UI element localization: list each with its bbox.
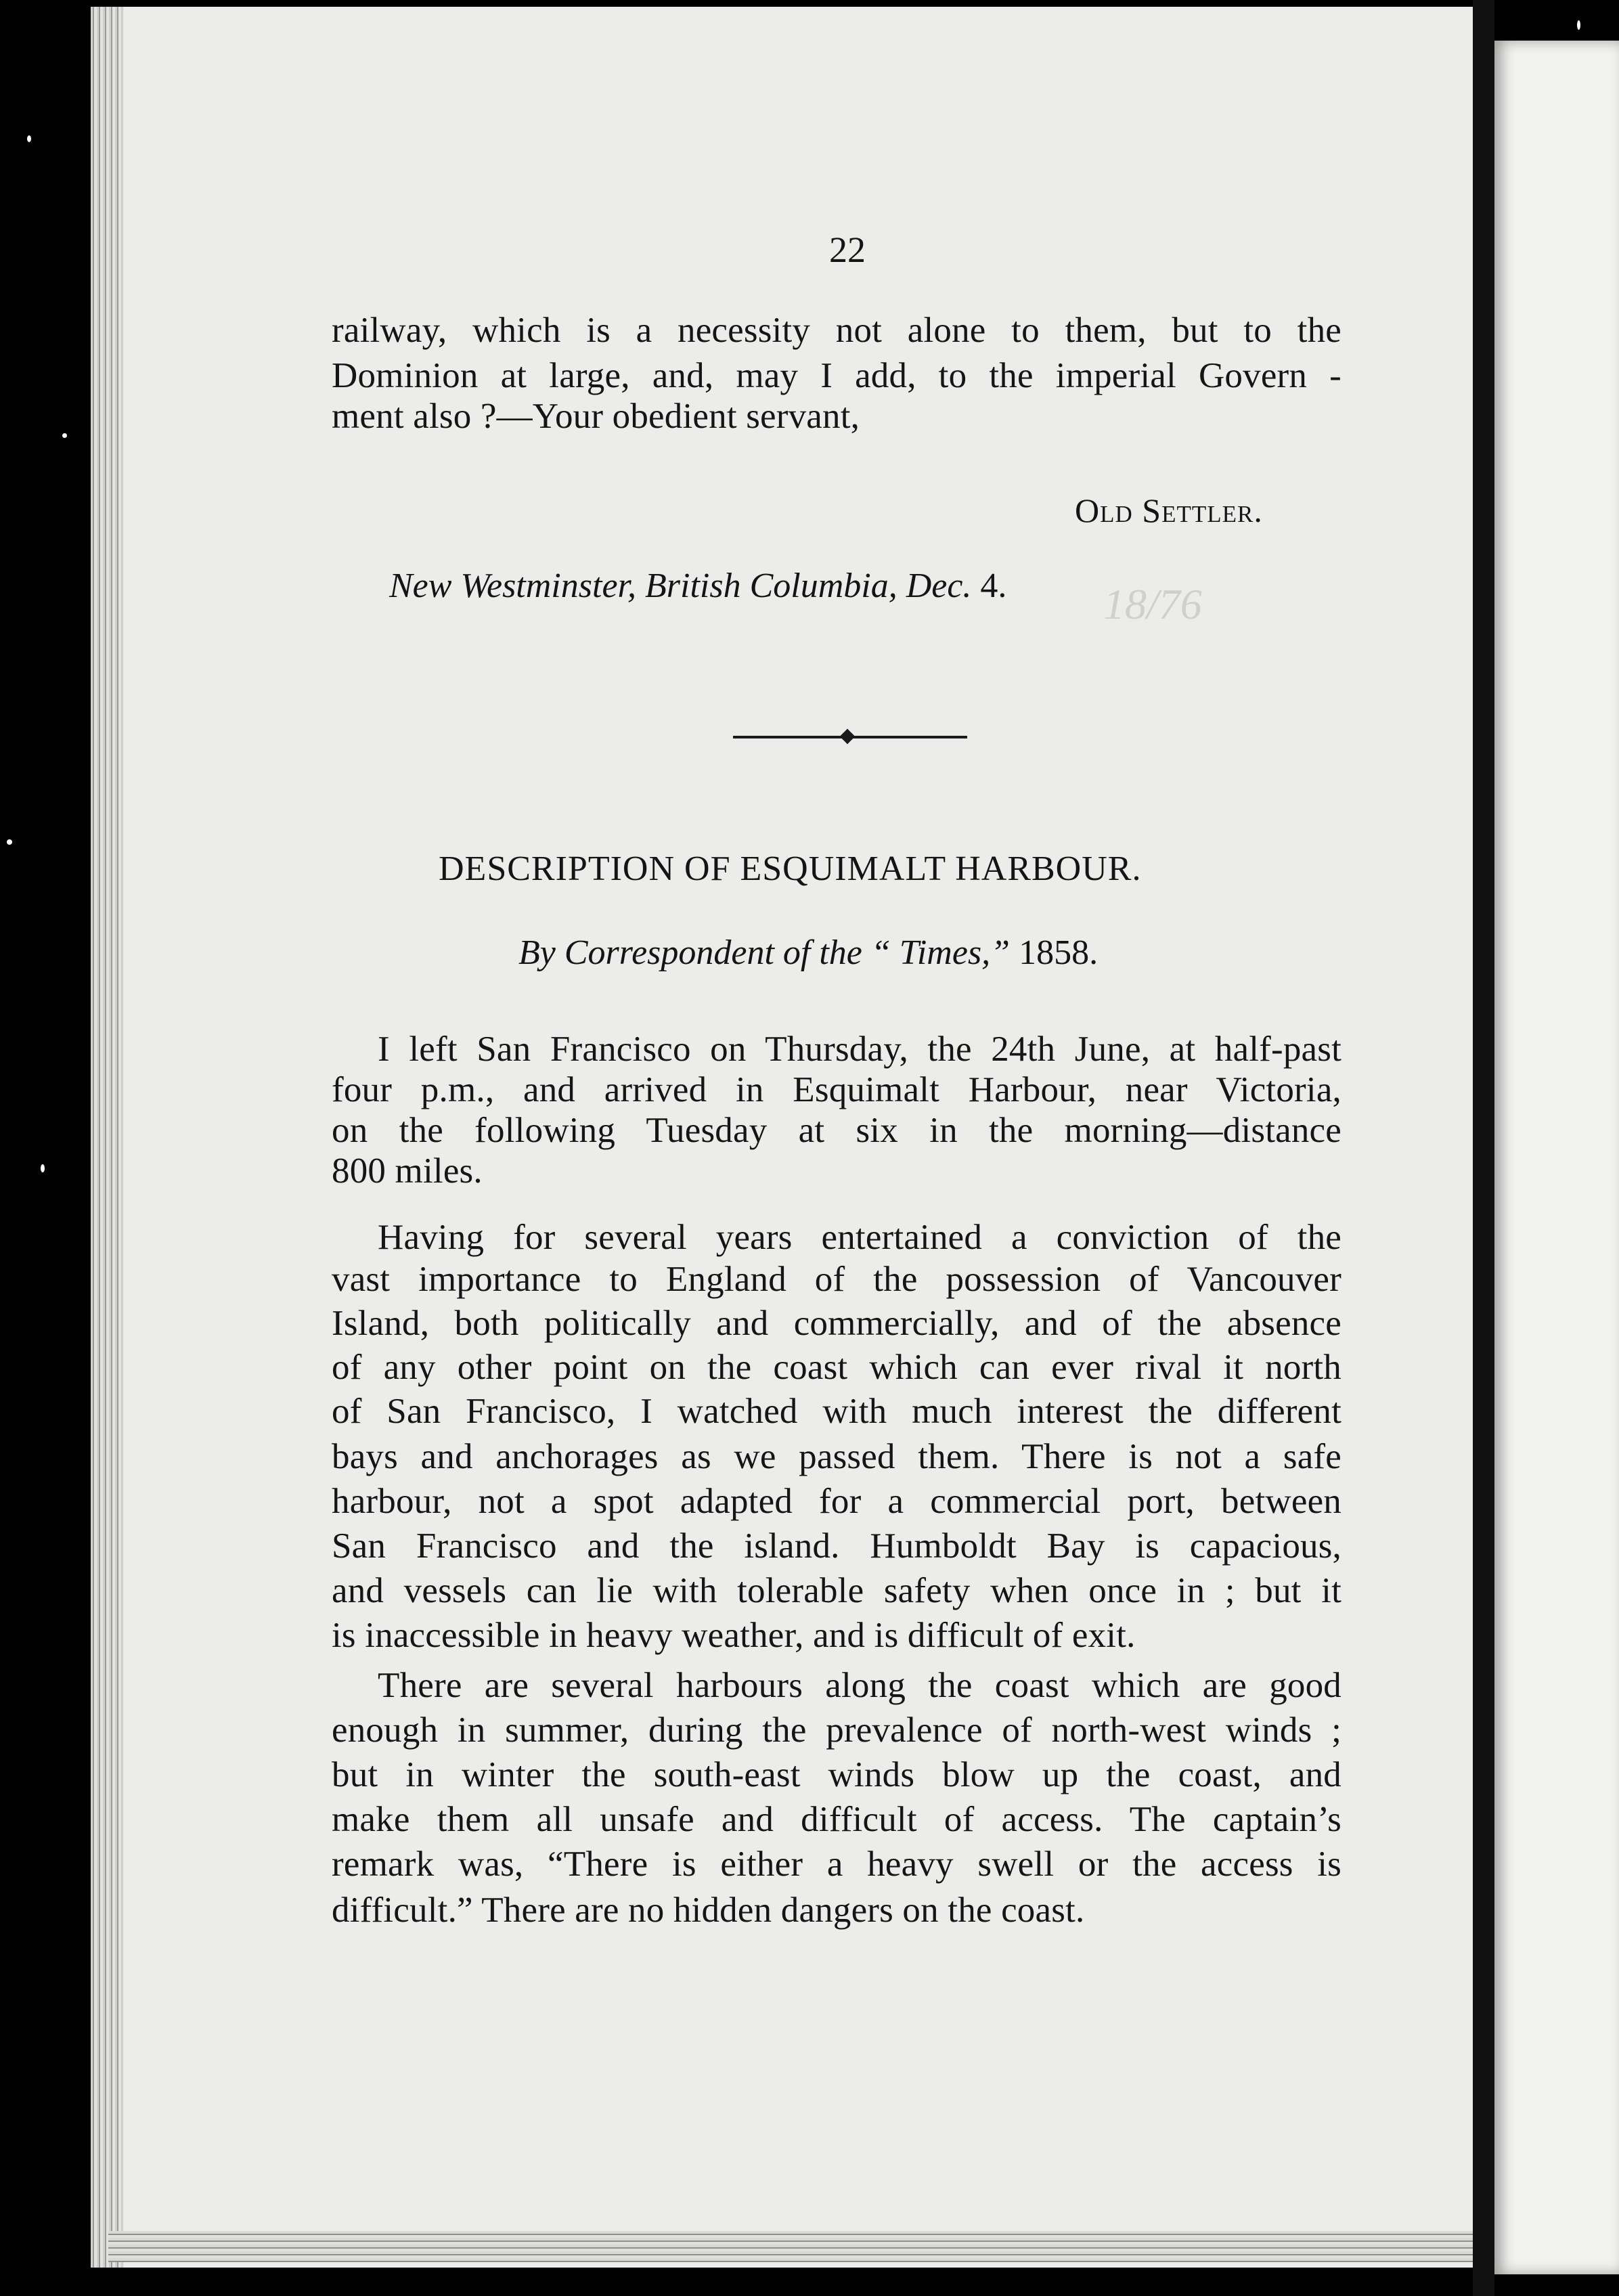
byline-source: By Correspondent of the “ Times,”: [518, 933, 1011, 972]
text-line: make them all unsafe and difficult of access. The captain’s: [332, 1800, 1341, 1839]
page-edge-bottom: [108, 2231, 1473, 2262]
binding-gutter: [1473, 0, 1494, 2296]
dateline-day: 4.: [980, 567, 1007, 605]
text-line: bays and anchorages as we passed them. There is not a safe: [332, 1437, 1341, 1476]
text-line: difficult.” There are no hidden dangers on the coast.: [332, 1891, 1085, 1930]
text-line: is inaccessible in heavy weather, and is difficult of exit.: [332, 1616, 1136, 1655]
signature: Old Settler.: [1075, 491, 1263, 529]
text-line: ment also ?—Your obedient servant,: [332, 397, 860, 436]
text-line: There are several harbours along the coast which are good: [378, 1666, 1341, 1705]
text-line: enough in summer, during the prevalence of north-west winds ;: [332, 1710, 1341, 1750]
text-line: harbour, not a spot adapted for a commercial port, between: [332, 1482, 1341, 1521]
byline-year: 1858.: [1019, 933, 1099, 972]
text-line: remark was, “There is either a heavy swell or the access is: [332, 1845, 1341, 1884]
page-edge-left: [91, 7, 123, 2268]
scan-speck: [41, 1164, 45, 1172]
article-heading: DESCRIPTION OF ESQUIMALT HARBOUR.: [439, 849, 1142, 888]
pencil-annotation: 18/76: [1103, 580, 1202, 628]
text-line: four p.m., and arrived in Esquimalt Harbour, near Victoria,: [332, 1070, 1341, 1109]
text-line: railway, which is a necessity not alone to them, but to the: [332, 311, 1341, 350]
page-number: 22: [829, 229, 866, 270]
dateline-place: New Westminster, British Columbia, Dec.: [389, 567, 972, 605]
adjacent-page: [1494, 41, 1619, 2274]
scan-speck: [1577, 20, 1580, 30]
text-line: vast importance to England of the possession of Vancouver: [332, 1260, 1341, 1299]
text-line: I left San Francisco on Thursday, the 24th June, at half-past: [378, 1030, 1341, 1069]
text-line: but in winter the south-east winds blow up the coast, and: [332, 1755, 1341, 1794]
dateline: [389, 566, 1006, 606]
scan-speck: [7, 839, 12, 845]
text-line: of San Francisco, I watched with much interest the different: [332, 1392, 1341, 1431]
text-line: 800 miles.: [332, 1151, 483, 1191]
text-line: San Francisco and the island. Humboldt Bay is capacious,: [332, 1526, 1341, 1566]
text-line: on the following Tuesday at six in the morning—distance: [332, 1111, 1341, 1150]
text-line: of any other point on the coast which can ever rival it north: [332, 1348, 1341, 1387]
text-line: Island, both politically and commercially, and of the absence: [332, 1304, 1341, 1343]
text-line: Having for several years entertained a conviction of the: [378, 1218, 1341, 1257]
text-line: and vessels can lie with tolerable safety when once in ; but it: [332, 1571, 1341, 1610]
article-byline: [518, 933, 1098, 973]
scan-speck: [62, 433, 67, 438]
text-line: Dominion at large, and, may I add, to the imperial Govern -: [332, 356, 1341, 395]
scan-speck: [27, 135, 31, 142]
